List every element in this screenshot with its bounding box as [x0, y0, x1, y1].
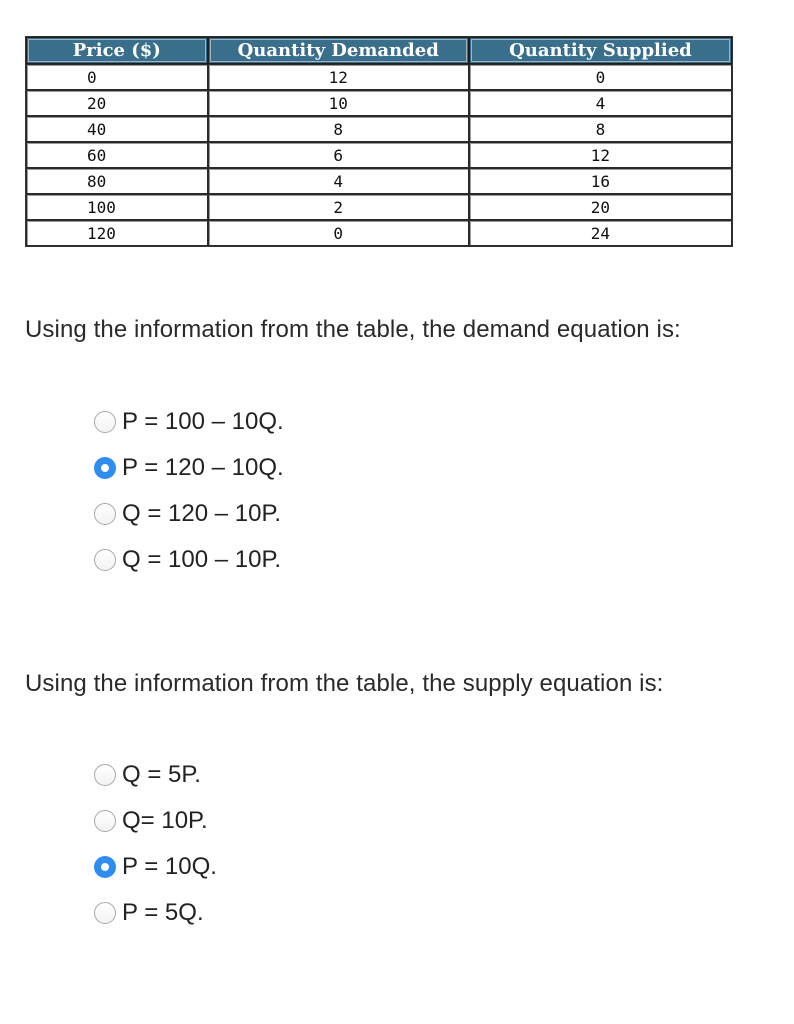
table-row [26, 194, 732, 220]
table-row [26, 142, 732, 168]
cell-price: 120 [26, 220, 208, 246]
cell-price: 80 [26, 168, 208, 194]
cell-price: 100 [26, 194, 208, 220]
supply-options [94, 752, 217, 936]
cell-price: 20 [26, 90, 208, 116]
supply-question-prompt: Using the information from the table, the supply equation is: [25, 670, 664, 697]
cell-quantity-demanded: 0 [208, 220, 469, 246]
option-label: P = 10Q. [122, 853, 217, 880]
table-row [26, 90, 732, 116]
table-row [26, 64, 732, 90]
radio-icon[interactable] [94, 902, 116, 924]
option-label: P = 5Q. [122, 899, 204, 926]
cell-quantity-supplied: 0 [469, 64, 732, 90]
header-quantity-demanded: Quantity Demanded [208, 37, 469, 64]
option-label: Q = 100 – 10P. [122, 546, 282, 573]
supply-option-1[interactable] [94, 752, 217, 798]
cell-quantity-demanded: 2 [208, 194, 469, 220]
cell-quantity-demanded: 12 [208, 64, 469, 90]
option-label: Q = 120 – 10P. [122, 500, 282, 527]
radio-icon[interactable] [94, 411, 116, 433]
demand-option-3[interactable] [94, 491, 284, 537]
cell-quantity-supplied: 20 [469, 194, 732, 220]
cell-price: 0 [26, 64, 208, 90]
cell-quantity-demanded: 4 [208, 168, 469, 194]
demand-option-1[interactable] [94, 399, 284, 445]
supply-option-4[interactable] [94, 890, 217, 936]
cell-price: 60 [26, 142, 208, 168]
table-row [26, 116, 732, 142]
radio-icon[interactable] [94, 810, 116, 832]
demand-option-2[interactable] [94, 445, 284, 491]
cell-quantity-supplied: 8 [469, 116, 732, 142]
radio-icon[interactable] [94, 457, 116, 479]
demand-question-prompt: Using the information from the table, the demand equation is: [25, 316, 681, 343]
option-label: P = 100 – 10Q. [122, 408, 284, 435]
cell-quantity-supplied: 4 [469, 90, 732, 116]
demand-options [94, 399, 284, 583]
price-quantity-table [25, 36, 733, 247]
supply-option-2[interactable] [94, 798, 217, 844]
cell-quantity-supplied: 16 [469, 168, 732, 194]
header-price: Price ($) [26, 37, 208, 64]
option-label: P = 120 – 10Q. [122, 454, 284, 481]
table-row [26, 220, 732, 246]
cell-quantity-demanded: 6 [208, 142, 469, 168]
radio-icon[interactable] [94, 549, 116, 571]
option-label: Q= 10P. [122, 807, 208, 834]
table-row [26, 168, 732, 194]
header-quantity-supplied: Quantity Supplied [469, 37, 732, 64]
cell-quantity-supplied: 24 [469, 220, 732, 246]
supply-option-3[interactable] [94, 844, 217, 890]
cell-quantity-demanded: 8 [208, 116, 469, 142]
table-header-row [26, 37, 732, 64]
radio-icon[interactable] [94, 503, 116, 525]
demand-option-4[interactable] [94, 537, 284, 583]
radio-icon[interactable] [94, 764, 116, 786]
cell-price: 40 [26, 116, 208, 142]
option-label: Q = 5P. [122, 761, 201, 788]
cell-quantity-demanded: 10 [208, 90, 469, 116]
cell-quantity-supplied: 12 [469, 142, 732, 168]
radio-icon[interactable] [94, 856, 116, 878]
